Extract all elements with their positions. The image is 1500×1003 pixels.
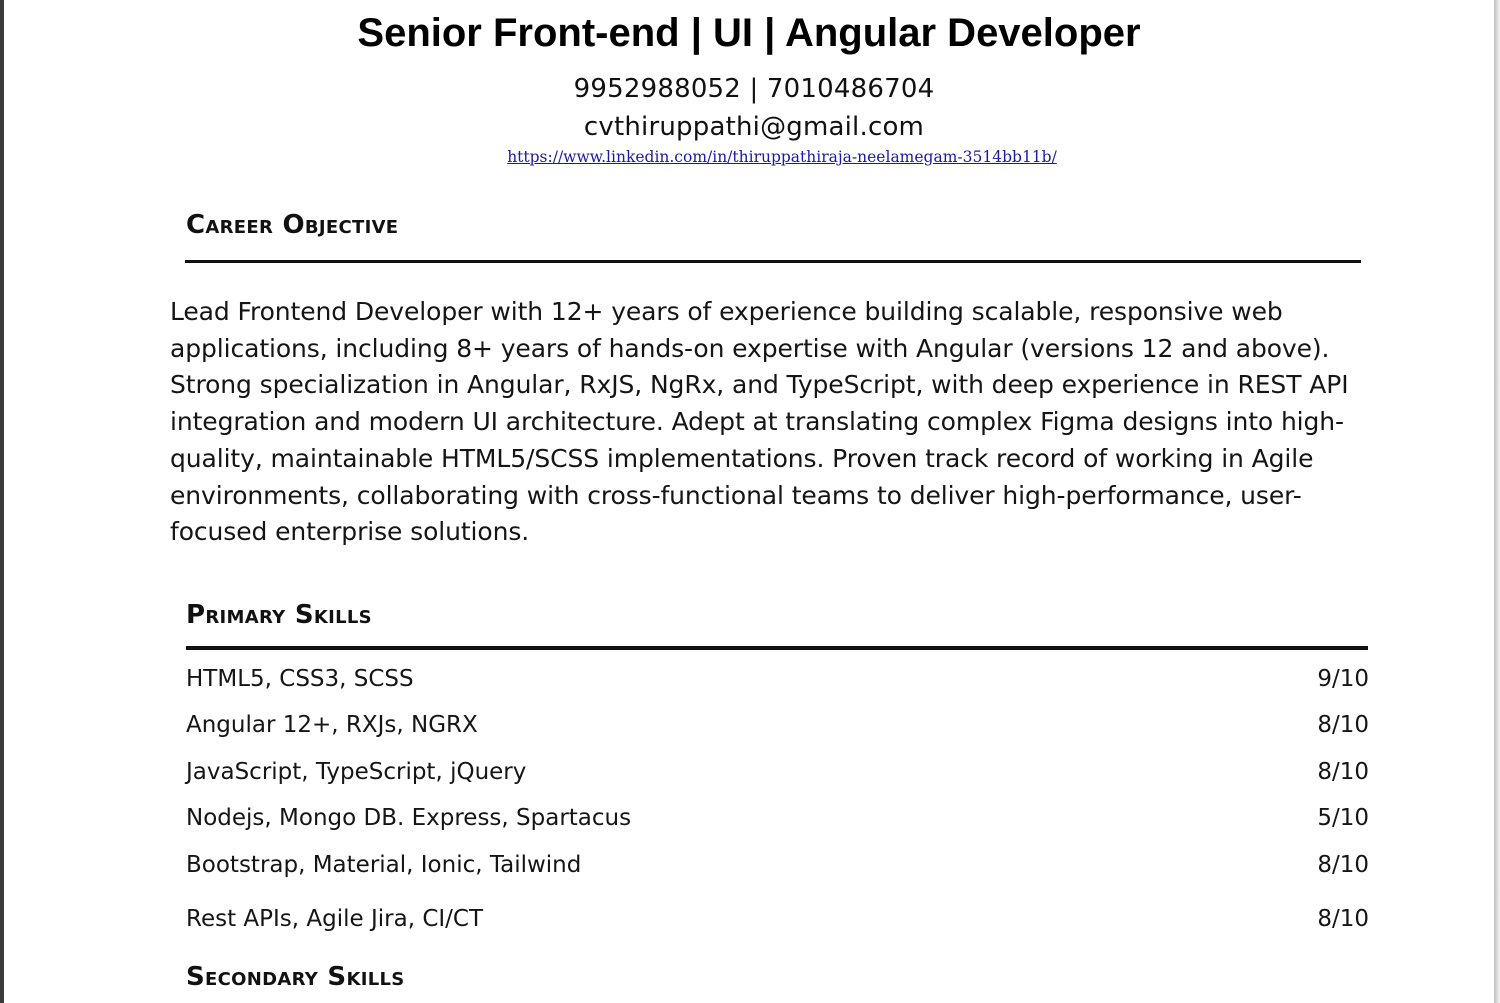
secondary-skills-heading: Secondary Skills xyxy=(186,962,405,992)
skill-name: Nodejs, Mongo DB. Express, Spartacus xyxy=(186,805,632,831)
career-objective-text: Lead Frontend Developer with 12+ years of experience building scalable, responsive web applications, including 8+ years of hands-on expertise with Angular (versions 12 and above). Strong specialization in Angular, RxJS, NgRx, and TypeScript, with deep experience in REST API integration and modern UI architecture. Adept at translating complex Figma designs into high-quality, maintainable HTML5/SCSS implementations. Proven track record of working in Agile environments, collaborating with cross-functional teams to deliver high-performance, user-focused enterprise solutions. xyxy=(170,297,1349,547)
career-objective-heading: Career Objective xyxy=(186,210,399,240)
skill-rating: 9/10 xyxy=(1317,666,1369,692)
skill-rating: 8/10 xyxy=(1317,712,1369,738)
phone-numbers: 9952988052 | 7010486704 xyxy=(573,74,935,104)
skill-row xyxy=(186,906,1369,936)
skill-name: HTML5, CSS3, SCSS xyxy=(186,666,414,692)
skill-row xyxy=(186,805,1369,835)
skill-name: Angular 12+, RXJs, NGRX xyxy=(186,712,478,738)
skill-row xyxy=(186,759,1369,789)
job-title: Senior Front-end | UI | Angular Developer xyxy=(357,11,1141,55)
resume-page xyxy=(4,0,1494,1003)
skill-rating: 8/10 xyxy=(1317,759,1369,785)
skill-rating: 8/10 xyxy=(1317,906,1369,932)
skill-name: Rest APIs, Agile Jira, CI/CT xyxy=(186,906,484,932)
career-objective-divider xyxy=(185,260,1361,263)
primary-skills-heading: Primary Skills xyxy=(186,600,372,630)
skill-row xyxy=(186,666,1369,696)
primary-skills-divider xyxy=(186,646,1368,650)
skill-row xyxy=(186,852,1369,882)
skill-rating: 5/10 xyxy=(1317,805,1369,831)
email-address: cvthiruppathi@gmail.com xyxy=(583,112,925,142)
skill-row xyxy=(186,712,1369,742)
skill-rating: 8/10 xyxy=(1317,852,1369,878)
window-right-border xyxy=(1494,0,1500,1003)
skill-name: Bootstrap, Material, Ionic, Tailwind xyxy=(186,852,582,878)
linkedin-link[interactable]: https://www.linkedin.com/in/thiruppathiraja-neelamegam-3514bb11b/ xyxy=(507,148,1057,166)
skill-name: JavaScript, TypeScript, jQuery xyxy=(186,759,527,785)
